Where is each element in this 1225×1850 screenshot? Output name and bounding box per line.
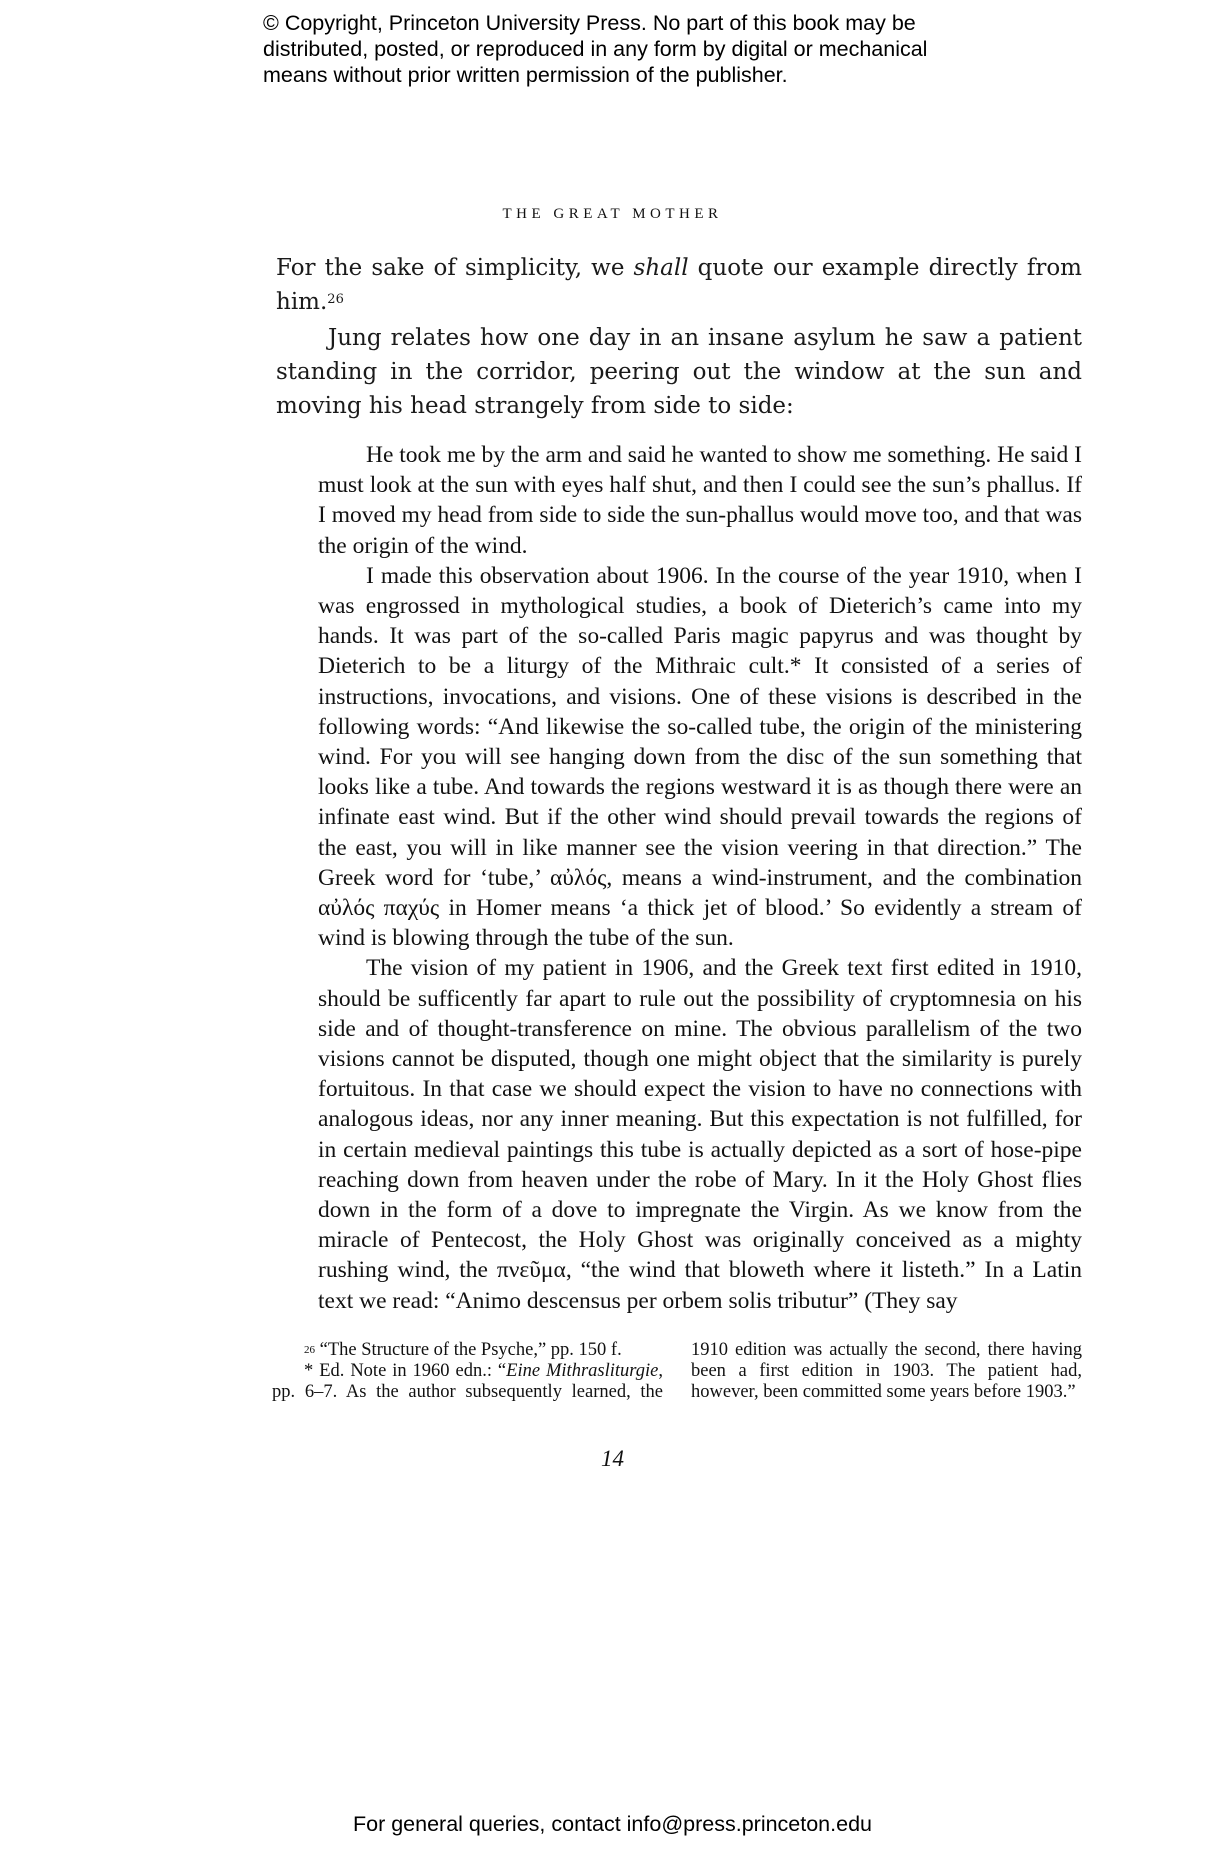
paragraph-1: [276, 251, 1082, 319]
footnote-26-text: “The Structure of the Psyche,” pp. 150 f.: [315, 1340, 622, 1360]
paragraph-1-end: quote our example directly from him.: [276, 255, 1082, 315]
copyright-line-1: © Copyright, Princeton University Press. No part of this book may be: [263, 11, 916, 35]
contact-footer: For general queries, contact info@press.princeton.edu: [352, 1812, 872, 1836]
block-quote: [318, 440, 1082, 1316]
footnote-ref-26: 26: [327, 292, 344, 307]
paragraph-2: Jung relates how one day in an insane asylum he saw a patient standing in the corridor, peering out the window at the sun and moving his head strangely from side to side:: [276, 325, 1082, 419]
page-number: 14: [601, 1446, 624, 1471]
emphasis-shall: shall: [633, 255, 689, 281]
copyright-notice: [263, 10, 1023, 88]
footnote-26-mark: 26: [304, 1344, 315, 1356]
footnote-editor-start: * Ed. Note in 1960 edn.: “: [304, 1361, 507, 1381]
running-head: THE GREAT MOTHER: [502, 206, 723, 222]
footnotes: [272, 1340, 1082, 1403]
quote-paragraph-3: The vision of my patient in 1906, and the Greek text first edited in 1910, should be sufficently far apart to rule out the possibility of cryptomnesia on his side and of thought-transference on mine. The obvious parallelism of the two visions cannot be disputed, though one might object that the similarity is purely fortuitous. In that case we should expect the vision to have no connections with analogous ideas, nor any inner meaning. But this expectation is not fulfilled, for in certain medieval paintings this tube is actually depicted as a sort of hose-pipe reaching down from heaven under the robe of Mary. In it the Holy Ghost flies down in the form of a dove to impregnate the Virgin. As we know from the miracle of Pentecost, the Holy Ghost was originally conceived as a mighty rushing wind, the πνεῦμα, “the wind that bloweth where it listeth.” In a Latin text we read: “Animo descensus per orbem solis tributur” (They say: [318, 955, 1082, 1314]
footnote-editor-rest: , pp. 6–7. As the author subsequently learned, the 1910 edition was actually the second, there having been a first edition in 1903. The patient had, however, been committed some years before 1903.”: [272, 1340, 1082, 1402]
copyright-line-3: means without prior written permission of the publisher.: [263, 63, 788, 87]
paragraph-1-start: For the sake of simplicity, we: [276, 255, 634, 281]
footnote-editor-title: Eine Mithrasliturgie: [506, 1361, 659, 1381]
copyright-line-2: distributed, posted, or reproduced in any form by digital or mechanical: [263, 37, 928, 61]
quote-paragraph-1: He took me by the arm and said he wanted to show me something. He said I must look at the sun with eyes half shut, and then I could see the sun’s phallus. If I moved my head from side to side the sun-phallus would move too, and that was the origin of the wind.: [318, 442, 1082, 559]
body-text: [276, 251, 1082, 423]
quote-paragraph-2: I made this observation about 1906. In the course of the year 1910, when I was engrossed in mythological studies, a book of Dieterich’s came into my hands. It was part of the so-called Paris magic papyrus and was thought by Dieterich to be a liturgy of the Mithraic cult.* It consisted of a series of instructions, invocations, and visions. One of these visions is described in the following words: “And likewise the so-called tube, the origin of the ministering wind. For you will see hanging down from the disc of the sun something that looks like a tube. And towards the regions westward it is as though there were an infinate east wind. But if the other wind should prevail towards the regions of the east, you will in like manner see the vision veering in that direction.” The Greek word for ‘tube,’ αὐλός, means a wind-instrument, and the combination αὐλός παχύς in Homer means ‘a thick jet of blood.’ So evidently a stream of wind is blowing through the tube of the sun.: [318, 562, 1082, 952]
footnote-26: [272, 1340, 663, 1361]
